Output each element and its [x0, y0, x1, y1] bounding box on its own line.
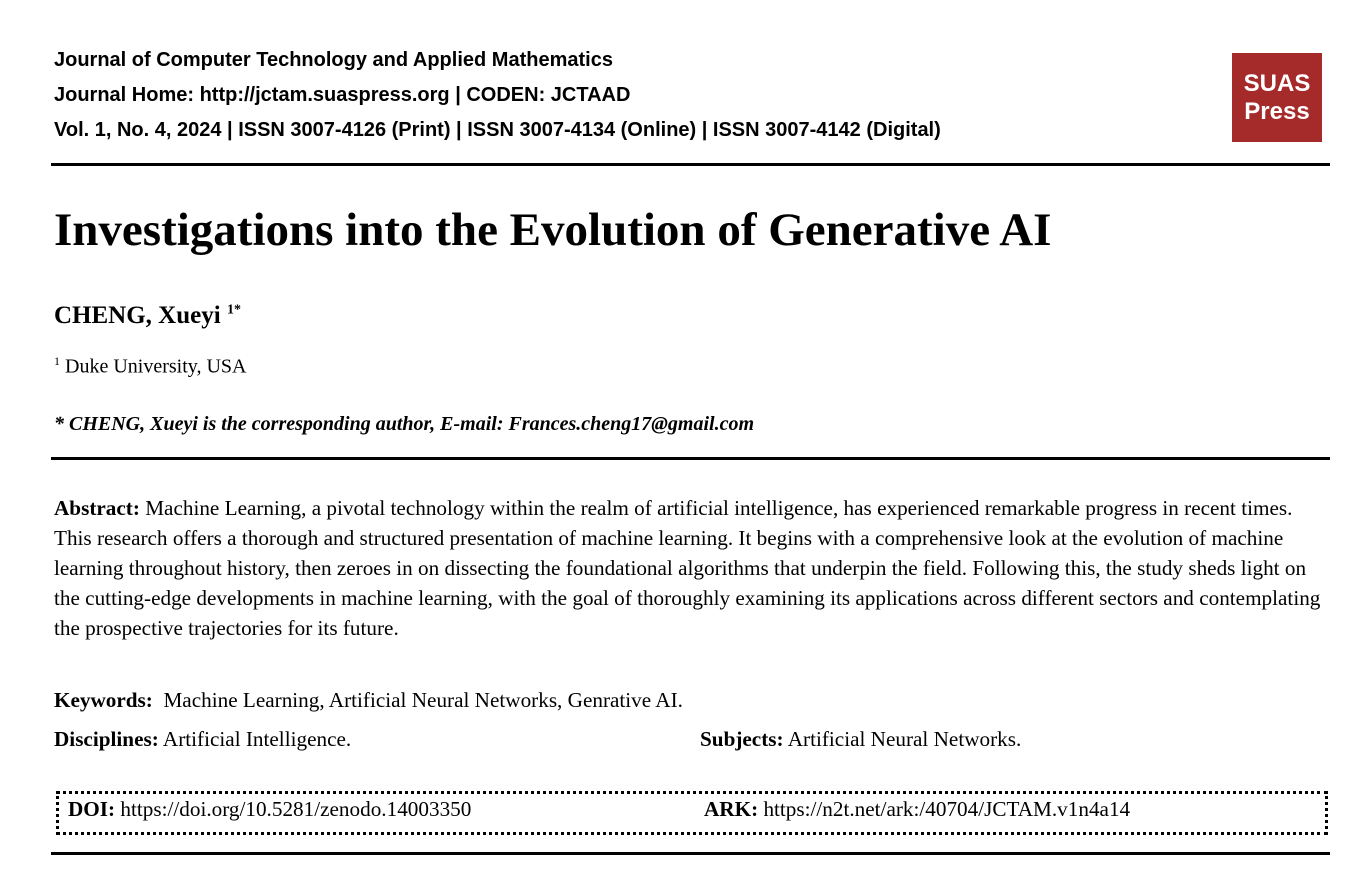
journal-issue-info: Vol. 1, No. 4, 2024 | ISSN 3007-4126 (Print) | ISSN 3007-4134 (Online) | ISSN 3007-4142 (Digital): [54, 119, 941, 141]
keywords-text: Machine Learning, Artificial Neural Networks, Genrative AI.: [163, 688, 683, 712]
subjects-text: Artificial Neural Networks.: [787, 727, 1022, 751]
suas-press-logo: [1232, 53, 1322, 142]
logo-line-2: Press: [1244, 97, 1310, 125]
keywords: [54, 688, 683, 713]
affiliation: [54, 354, 246, 379]
ark-link[interactable]: https://n2t.net/ark:/40704/JCTAM.v1n4a14: [763, 797, 1131, 821]
ark: [704, 797, 1130, 822]
journal-name: Journal of Computer Technology and Applied Mathematics: [54, 49, 613, 71]
abstract-rule: [51, 457, 1330, 460]
abstract-label: Abstract:: [54, 496, 140, 520]
ark-label: ARK:: [704, 797, 759, 821]
doi-label: DOI:: [68, 797, 116, 821]
disciplines-label: Disciplines:: [54, 727, 159, 751]
header-rule: [51, 163, 1330, 166]
journal-home[interactable]: Journal Home: http://jctam.suaspress.org | CODEN: JCTAAD: [54, 84, 631, 106]
paper-title: Investigations into the Evolution of Generative AI: [54, 204, 1052, 256]
disciplines: [54, 727, 351, 752]
abstract-text: Machine Learning, a pivotal technology within the realm of artificial intelligence, has experienced remarkable progress in recent times. This research offers a thorough and structured presentation of machine learning. It begins with a comprehensive look at the evolution of machine learning throughout history, then zeroes in on dissecting the foundational algorithms that underpin the field. Following this, the study sheds light on the cutting-edge developments in machine learning, with the goal of thoroughly examining its applications across different sectors and contemplating the prospective trajectories for its future.: [54, 496, 1321, 641]
corresponding-author: * CHENG, Xueyi is the corresponding author, E-mail: Frances.cheng17@gmail.com: [54, 413, 755, 435]
subjects-label: Subjects:: [700, 727, 784, 751]
keywords-label: Keywords:: [54, 688, 153, 712]
author-name: CHENG, Xueyi: [54, 302, 221, 329]
affiliation-marker: 1: [54, 354, 60, 368]
author-marker: 1*: [226, 302, 241, 318]
logo-line-1: SUAS: [1243, 69, 1311, 97]
affiliation-text: Duke University, USA: [65, 355, 247, 378]
doi: [68, 797, 471, 822]
disciplines-text: Artificial Intelligence.: [162, 727, 352, 751]
doi-link[interactable]: https://doi.org/10.5281/zenodo.14003350: [120, 797, 472, 821]
author: [54, 302, 241, 330]
footer-rule: [51, 852, 1330, 855]
abstract: [54, 493, 1334, 643]
subjects: [700, 727, 1021, 752]
